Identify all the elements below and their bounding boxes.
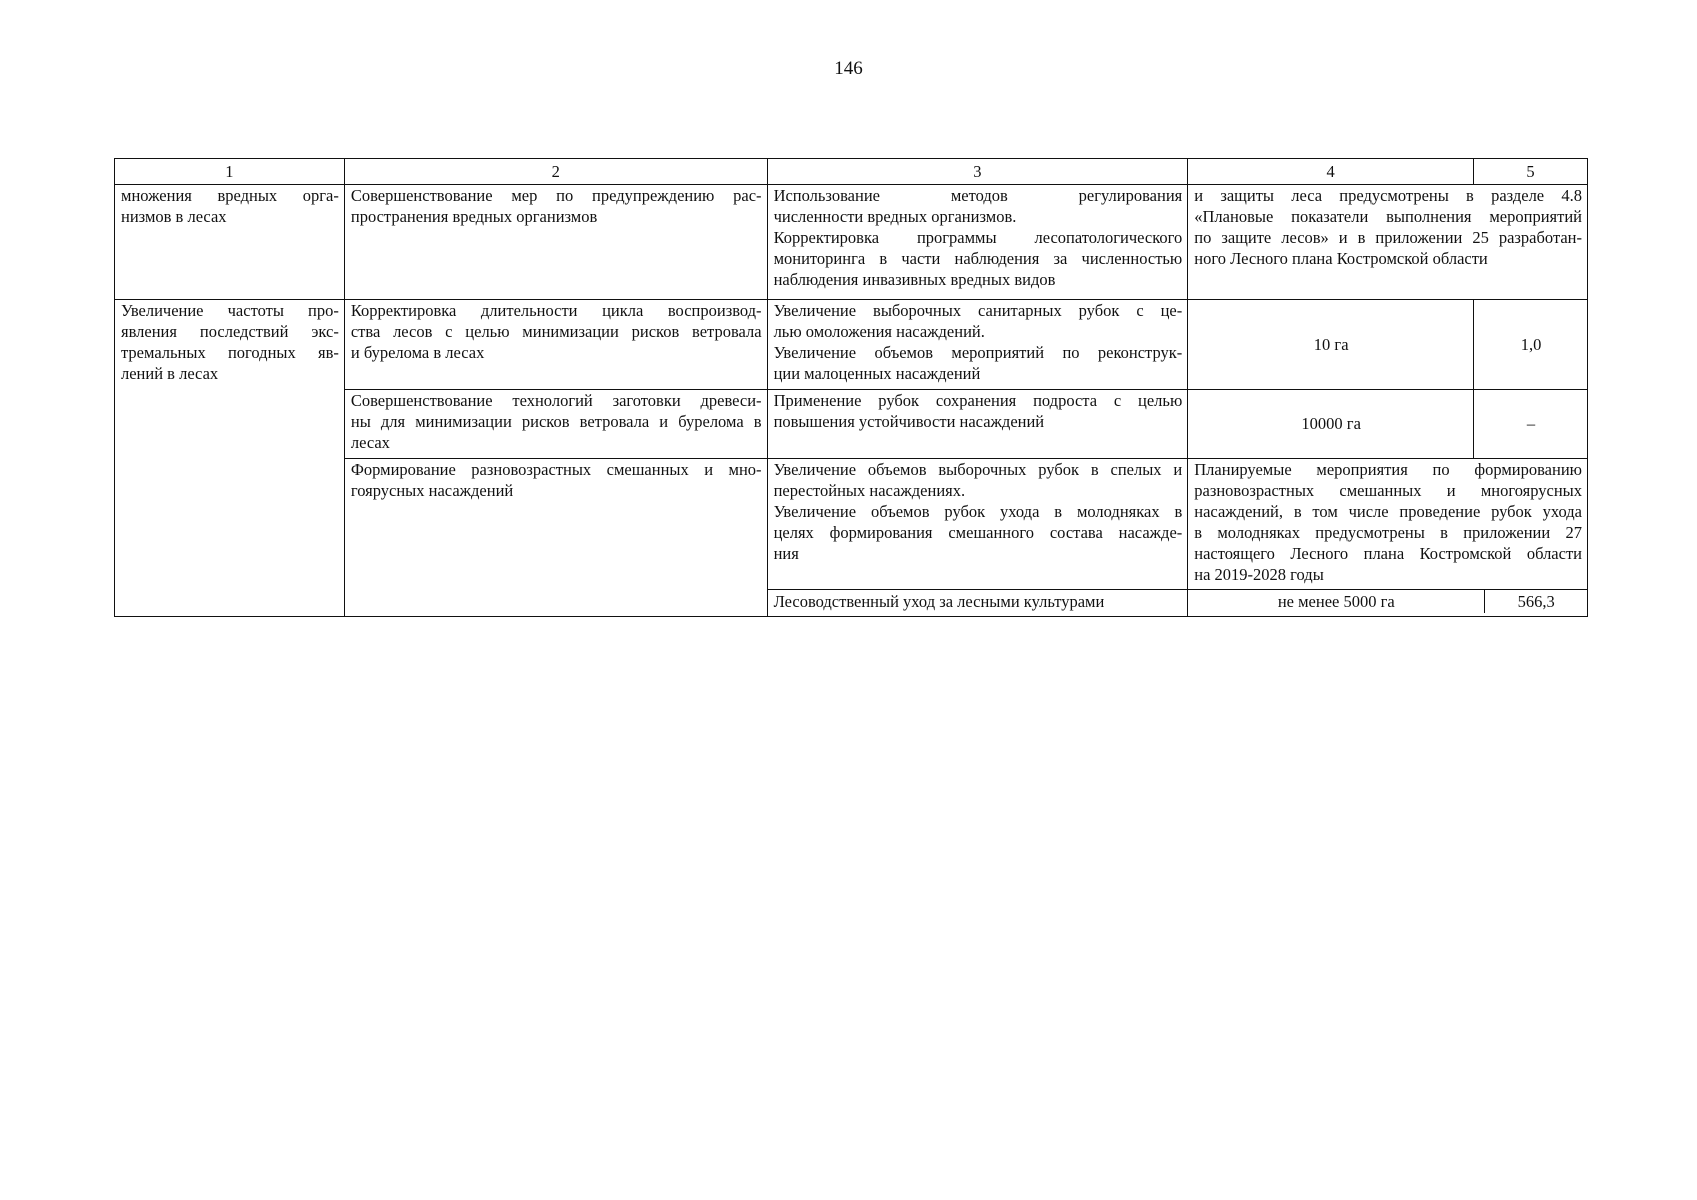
planned-volume-cell: 10000 га (1188, 390, 1474, 459)
value-cell: 566,3 (1485, 590, 1587, 613)
text-line: Формирование разновозрастных смешанных и мно- (350, 460, 762, 479)
text-line: пространения вредных организмов (350, 207, 598, 226)
risk-extreme-weather-cell (115, 300, 345, 617)
text-line: и бурелома в лесах (350, 343, 485, 362)
text-line: и защиты леса предусмотрены в разделе 4.8 (1194, 186, 1582, 205)
plan-reference-cell (1188, 459, 1588, 590)
text-line: Увеличение объемов рубок ухода в молодняках в (773, 502, 1183, 521)
text-line: лений в лесах (121, 364, 219, 383)
adaptation-measure-cell (344, 459, 767, 617)
activity-cell (767, 300, 1188, 390)
text-line: «Плановые показатели выполнения мероприятий (1194, 207, 1582, 226)
table-header-row (115, 159, 1588, 185)
text-line: лью омоложения насаждений. (773, 322, 985, 341)
text-line: повышения устойчивости насаждений (773, 412, 1045, 431)
text-line: Применение рубок сохранения подроста с целью (773, 391, 1183, 410)
table-row (115, 185, 1588, 300)
text-line: лесах (350, 433, 390, 452)
table-row (115, 300, 1588, 390)
text-line: явления последствий экс- (121, 322, 339, 341)
text-line: мониторинга в части наблюдения за численностью (773, 249, 1183, 268)
text-line: целях формирования смешанного состава насажде- (773, 523, 1183, 542)
plan-reference-cell (1188, 185, 1588, 300)
text-line: ны для минимизации рисков ветровала и бурелома в (350, 412, 762, 431)
column-number-1: 1 (115, 159, 345, 185)
measures-table (114, 158, 1588, 617)
volume-value-subtable (1188, 590, 1587, 613)
column-number-5: 5 (1474, 159, 1588, 185)
text-line: ции малоценных насаждений (773, 364, 981, 383)
column-number-3: 3 (767, 159, 1188, 185)
text-line: разновозрастных смешанных и многоярусных (1194, 481, 1582, 500)
text-line: тремальных погодных яв- (121, 343, 339, 362)
table-row (1188, 590, 1587, 613)
text-line: Увеличение объемов выборочных рубок в спелых и (773, 460, 1183, 479)
text-line: Корректировка длительности цикла воспроизвод- (350, 301, 762, 320)
text-line: ного Лесного плана Костромской области (1194, 249, 1488, 268)
text-line: численности вредных организмов. (773, 207, 1017, 226)
text-line: наблюдения инвазивных вредных видов (773, 270, 1056, 289)
value-cell: – (1474, 390, 1588, 459)
text-line: на 2019-2028 годы (1194, 565, 1324, 584)
text-line: Увеличение частоты про- (121, 301, 339, 320)
text-line: Совершенствование технологий заготовки древеси- (350, 391, 762, 410)
text-line: по защите лесов» и в приложении 25 разработан- (1194, 228, 1582, 247)
column-number-2: 2 (344, 159, 767, 185)
adaptation-measure-cell (344, 390, 767, 459)
page-number: 146 (834, 58, 863, 79)
text-line: низмов в лесах (121, 207, 227, 226)
text-line: в молодняках предусмотрены в приложении 27 (1194, 523, 1582, 542)
text-line: ства лесов с целью минимизации рисков ветровала (350, 322, 762, 341)
text-line: гоярусных насаждений (350, 481, 514, 500)
text-line: Корректировка программы лесопатологического (773, 228, 1183, 247)
text-line: настоящего Лесного плана Костромской области (1194, 544, 1582, 563)
column-number-4: 4 (1188, 159, 1474, 185)
value-cell: 1,0 (1474, 300, 1588, 390)
planned-volume-cell: 10 га (1188, 300, 1474, 390)
planned-volume-cell: не менее 5000 га (1277, 592, 1395, 611)
risk-pest-spread-cell (115, 185, 345, 300)
text-line: Использование методов регулирования (773, 186, 1183, 205)
planned-volume-value-cell (1188, 590, 1588, 617)
activity-cell (767, 390, 1188, 459)
text-line: насаждений, в том числе проведение рубок ухода (1194, 502, 1582, 521)
adaptation-measure-cell (344, 185, 767, 300)
text-line: множения вредных орга- (121, 186, 339, 205)
text-line: Планируемые мероприятия по формированию (1194, 460, 1582, 479)
text-line: Увеличение выборочных санитарных рубок с це- (773, 301, 1183, 320)
text-line: Увеличение объемов мероприятий по реконструк- (773, 343, 1183, 362)
text-line: перестойных насаждениях. (773, 481, 966, 500)
activity-cell: Лесоводственный уход за лесными культурами (767, 590, 1188, 617)
adaptation-measure-cell (344, 300, 767, 390)
activity-cell (767, 459, 1188, 590)
text-line: Совершенствование мер по предупреждению рас- (350, 186, 762, 205)
text-line: ния (773, 544, 799, 563)
activity-cell (767, 185, 1188, 300)
